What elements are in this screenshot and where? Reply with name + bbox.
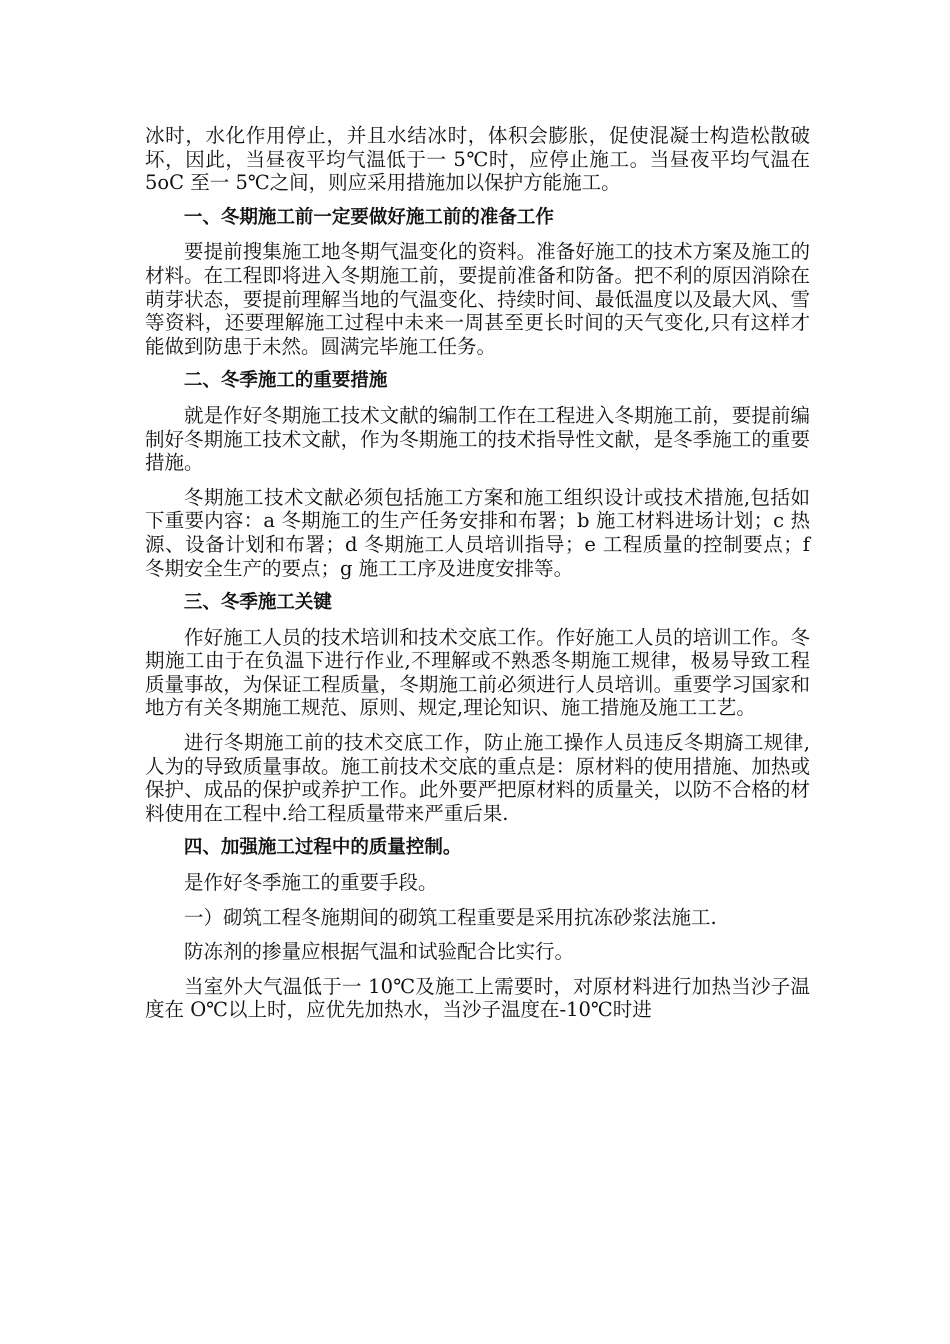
body-paragraph: 冰时，水化作用停止，并且水结冰时，体积会膨胀，促使混凝士构造松散破坏，因此，当昼夜平均气温低于一 5℃时，应停止施工。当昼夜平均气温在 5oC 至一 5℃之间，则应采用措施加以保护方能施工。: [145, 124, 810, 195]
section-heading: 二、冬季施工的重要措施: [183, 370, 388, 392]
body-paragraph: 进行冬期施工前的技术交底工作，防止施工操作人员违反冬期旖工规律,人为的导致质量事故。施工前技术交底的重点是：原材料的使用措施、加热或保护、成品的保护或养护工作。此外要严把原材料的质量关，以防不合格的材料使用在工程中.给工程质量带来严重后果.: [145, 731, 810, 825]
body-paragraph: 是作好冬季施工的重要手段。: [184, 871, 438, 895]
body-paragraph: 冬期施工技术文献必须包括施工方案和施工组织设计或技术措施,包括如下重要内容：a 冬期施工的生产任务安排和布署；b 施工材料进场计划；c 热源、设备计划和布署；d 冬期施工人员培训指导；e 工程质量的控制要点；f 冬期安全生产的要点；g 施工工序及进度安排等。: [145, 485, 810, 580]
body-paragraph: 作好施工人员的技术培训和技术交底工作。作好施工人员的培训工作。冬期施工由于在负温下进行作业,不理解或不熟悉冬期施工规律，极易导致工程质量事故，为保证工程质量，冬期施工前必须进行人员培训。重要学习国家和地方有关冬期施工规范、原则、规定,理论知识、施工措施及施工工艺。: [145, 625, 810, 720]
body-paragraph: 就是作好冬期施工技术文献的编制工作在工程进入冬期施工前，要提前编制好冬期施工技术文献，作为冬期施工的技术指导性文献，是冬季施工的重要措施。: [145, 403, 810, 475]
section-heading: 四、加强施工过程中的质量控制。: [183, 837, 462, 859]
body-paragraph: 一）砌筑工程冬施期间的砌筑工程重要是采用抗冻砂浆法施工.: [184, 905, 717, 929]
body-paragraph: 要提前搜集施工地冬期气温变化的资料。准备好施工的技术方案及施工的材料。在工程即将进入冬期施工前，要提前准备和防备。把不利的原因消除在萌芽状态，要提前理解当地的气温变化、持续时间、最低温度以及最大风、雪等资料，还要理解施工过程中未来一周甚至更长时间的天气变化,只有这样才能做到防患于未然。圆满完毕施工任务。: [145, 240, 810, 358]
body-paragraph: 当室外大气温低于一 10℃及施工上需要时，对原材料进行加热当沙子温度在 O℃以上时，应优先加热水，当沙子温度在-10℃时进: [145, 974, 810, 1022]
document-body: [145, 124, 810, 1033]
section-heading: 一、冬期施工前一定要做好施工前的准备工作: [183, 206, 554, 228]
body-paragraph: 防冻剂的掺量应根据气温和试验配合比实行。: [184, 940, 575, 964]
section-heading: 三、冬季施工关键: [183, 592, 332, 614]
